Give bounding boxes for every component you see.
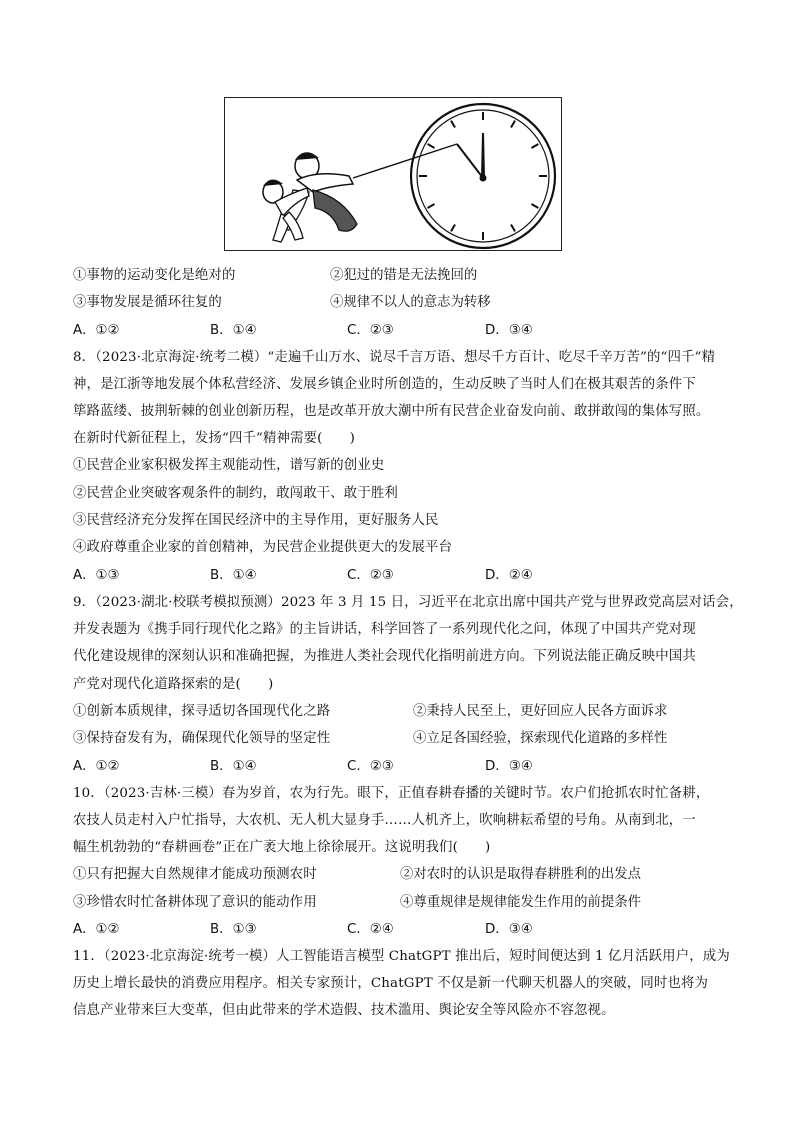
q10-statement-4: ④尊重规律是规律能发生作用的前提条件 <box>400 895 642 910</box>
q10-statement-3: ③珍惜农时忙备耕体现了意识的能动作用 <box>73 895 317 910</box>
q7-statement-1: ①事物的运动变化是绝对的 <box>73 268 236 283</box>
q8-option-d[interactable]: D．②④ <box>485 568 533 583</box>
q10-statement-2: ②对农时的认识是取得春耕胜利的出发点 <box>400 867 642 882</box>
q9-statement-4: ④立足各国经验，探索现代化道路的多样性 <box>413 731 668 746</box>
q11-stem-line-2: 历史上增长最快的消费应用程序。相关专家预计，ChatGPT 不仅是新一代聊天机器人的突破，同时也将为 <box>73 976 709 991</box>
q9-statement-3: ③保持奋发有为，确保现代化领导的坚定性 <box>73 731 331 746</box>
q9-stem-line-2: 并发表题为《携手同行现代化之路》的主旨讲话，科学回答了一系列现代化之问，体现了中国共产党对现 <box>73 622 696 637</box>
q8-statement-1: ①民营企业家积极发挥主观能动性，谱写新的创业史 <box>73 458 385 473</box>
q10-statement-1: ①只有把握大自然规律才能成功预测农时 <box>73 867 317 882</box>
q7-statement-2: ②犯过的错是无法挽回的 <box>330 268 478 283</box>
q7-option-a[interactable]: A．①② <box>73 323 120 338</box>
q7-option-d[interactable]: D．③④ <box>485 323 533 338</box>
q9-option-b[interactable]: B．①④ <box>210 759 257 774</box>
q10-option-a[interactable]: A．①② <box>73 922 120 937</box>
q9-statement-1: ①创新本质规律，探寻适切各国现代化之路 <box>73 704 331 719</box>
q9-stem-line-4: 产党对现代化道路探索的是( ) <box>73 677 274 692</box>
q7-option-b[interactable]: B．①④ <box>210 323 257 338</box>
q7-statement-4: ④规律不以人的意志为转移 <box>330 295 491 310</box>
q8-statement-2: ②民营企业突破客观条件的制约，敢闯敢干、敢于胜利 <box>73 486 398 501</box>
q10-option-c[interactable]: C．②④ <box>347 922 394 937</box>
q8-statement-3: ③民营经济充分发挥在国民经济中的主导作用，更好服务人民 <box>73 513 439 528</box>
q8-stem-line-3: 筚路蓝缕、披荆斩棘的创业创新历程，也是改革开放大潮中所有民营企业奋发向前、敢拼敢闯的集体写照。 <box>73 404 710 419</box>
q9-stem-line-1: 9．（2023·湖北·校联考模拟预测）2023 年 3 月 15 日，习近平在北京出席中国共产党与世界政党高层对话会， <box>73 595 743 610</box>
q7-option-c[interactable]: C．②③ <box>347 323 394 338</box>
q11-stem-line-1: 11．（2023·北京海淀·统考一模）人工智能语言模型 ChatGPT 推出后，短时间便达到 1 亿月活跃用户，成为 <box>73 949 730 964</box>
q10-stem-line-1: 10．（2023·吉林·三模）春为岁首，农为行先。眼下，正值春耕春播的关键时节。农户们抢抓农时忙备耕， <box>73 786 710 801</box>
q9-stem-line-3: 代化建设规律的深刻认识和准确把握，为推进人类社会现代化指明前进方向。下列说法能正确反映中国共 <box>73 649 696 664</box>
q8-option-a[interactable]: A．①③ <box>73 568 120 583</box>
q11-stem-line-3: 信息产业带来巨大变革，但由此带来的学术造假、技术滥用、舆论安全等风险亦不容忽视。 <box>73 1003 615 1018</box>
q8-stem-line-4: 在新时代新征程上，发扬“四千”精神需要( ) <box>73 431 356 446</box>
q8-stem-line-2: 神，是江浙等地发展个体私营经济、发展乡镇企业时所创造的，生动反映了当时人们在极其艰苦的条件下 <box>73 377 696 392</box>
q8-option-c[interactable]: C．②③ <box>347 568 394 583</box>
q10-stem-line-2: 农技人员走村入户忙指导，大农机、无人机大显身手……人机齐上，吹响耕耘希望的号角。从南到北，一 <box>73 813 696 828</box>
clock-figure-icon <box>225 98 563 252</box>
q9-statement-2: ②秉持人民至上，更好回应人民各方面诉求 <box>413 704 668 719</box>
q7-statement-3: ③事物发展是循环往复的 <box>73 295 222 310</box>
q9-option-a[interactable]: A．①② <box>73 759 120 774</box>
q8-option-b[interactable]: B．①④ <box>210 568 257 583</box>
q8-stem-line-1: 8．（2023·北京海淀·统考二模）“走遍千山万水、说尽千言万语、想尽千方百计、吃尽千辛万苦”的“四千”精 <box>73 350 716 365</box>
q8-statement-4: ④政府尊重企业家的首创精神，为民营企业提供更大的发展平台 <box>73 540 453 555</box>
q9-option-c[interactable]: C．②③ <box>347 759 394 774</box>
clock-illustration <box>224 97 562 251</box>
q10-option-d[interactable]: D．③④ <box>485 922 533 937</box>
q9-option-d[interactable]: D．③④ <box>485 759 533 774</box>
q10-stem-line-3: 幅生机勃勃的“春耕画卷”正在广袤大地上徐徐展开。这说明我们( ) <box>73 840 491 855</box>
q10-option-b[interactable]: B．①③ <box>210 922 257 937</box>
